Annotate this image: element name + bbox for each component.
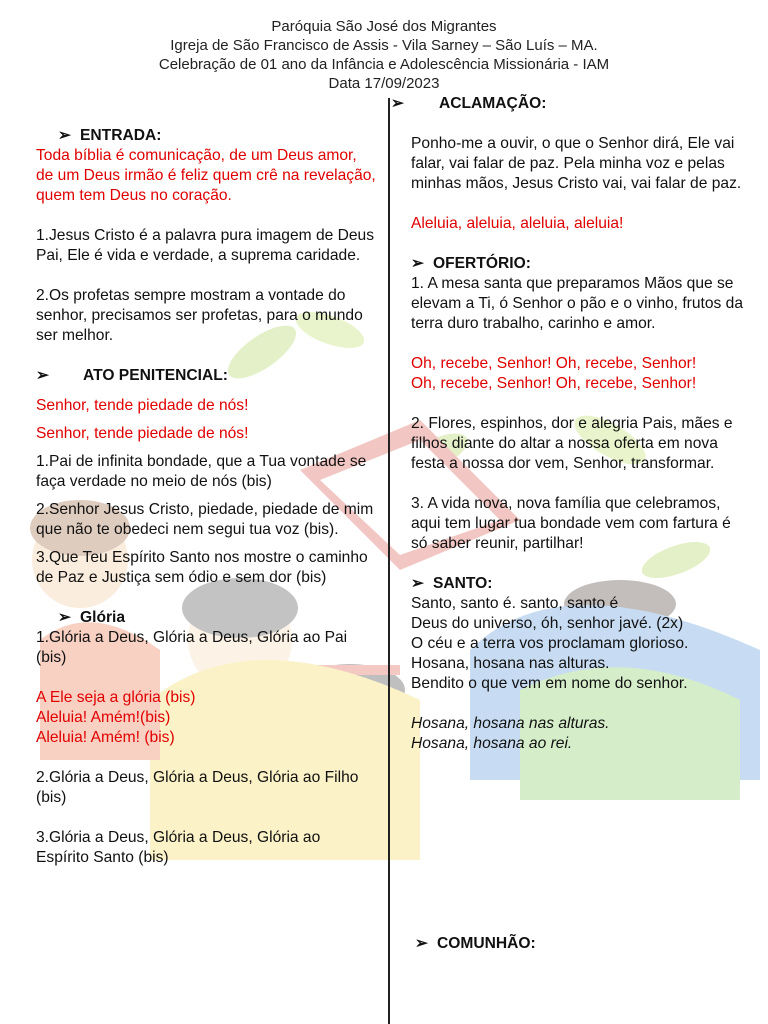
aclamacao-text: Ponho-me a ouvir, o que o Senhor dirá, Ele vai falar, vai falar de paz. Pela minha voz e pelas minhas mãos, Jesus Cristo vai, vai falar de paz.	[411, 135, 742, 192]
ato-title: ATO PENITENCIAL:	[83, 367, 228, 384]
santo-line-1: Santo, santo é. santo, santo é	[411, 595, 619, 612]
santo-italic-1: Hosana, hosana nas alturas.	[411, 715, 610, 732]
section-heading-ofertorio	[411, 254, 746, 274]
entrada-verse-1: 1.Jesus Cristo é a palavra pura imagem de Deus Pai, Ele é vida e verdade, a suprema caridade.	[36, 227, 375, 264]
comunhao-title: COMUNHÃO:	[437, 935, 536, 952]
section-heading-gloria	[36, 608, 376, 628]
left-column	[36, 126, 376, 868]
section-heading-santo	[411, 574, 746, 594]
gloria-refrain-1: A Ele seja a glória (bis)	[36, 689, 196, 706]
arrow-bullet-icon: ➢	[58, 609, 72, 626]
entrada-title: ENTRADA:	[80, 127, 162, 144]
ofertorio-verse-3: 3. A vida nova, nova família que celebramos, aqui tem lugar tua bondade vem com fartura é só saber reunir, partilhar!	[411, 495, 731, 552]
header-parish: Paróquia São José dos Migrantes	[271, 18, 497, 35]
santo-line-2: Deus do universo, óh, senhor javé. (2x)	[411, 615, 684, 632]
entrada-refrain: Toda bíblia é comunicação, de um Deus amor, de um Deus irmão é feliz quem crê na revelação, quem tem Deus no coração.	[36, 147, 376, 204]
arrow-bullet-icon: ➢	[36, 367, 50, 384]
gloria-title: Glória	[80, 609, 126, 626]
document-header	[0, 17, 768, 93]
aclamacao-title: ACLAMAÇÃO:	[439, 95, 547, 112]
right-column	[391, 95, 746, 952]
ofertorio-refrain-2: Oh, recebe, Senhor! Oh, recebe, Senhor!	[411, 375, 697, 392]
aclamacao-refrain: Aleluia, aleluia, aleluia, aleluia!	[411, 215, 624, 232]
ato-verse-2: 2.Senhor Jesus Cristo, piedade, piedade de mim que não te obedeci nem segui tua voz (bis).	[36, 501, 374, 538]
arrow-bullet-icon: ➢	[411, 575, 425, 592]
gloria-refrain-3: Aleluia! Amém! (bis)	[36, 729, 175, 746]
entrada-verse-2: 2.Os profetas sempre mostram a vontade do senhor, precisamos ser profetas, para o mundo ser melhor.	[36, 287, 363, 344]
santo-title: SANTO:	[433, 575, 493, 592]
gloria-refrain-2: Aleluia! Amém!(bis)	[36, 709, 171, 726]
column-divider	[388, 98, 390, 1024]
arrow-bullet-icon: ➢	[415, 935, 429, 952]
ato-verse-1: 1.Pai de infinita bondade, que a Tua vontade se faça verdade no meio de nós (bis)	[36, 453, 367, 490]
ato-refrain-2: Senhor, tende piedade de nós!	[36, 425, 249, 442]
section-heading-ato-penitencial	[36, 366, 376, 386]
gloria-verse-2: 2.Glória a Deus, Glória a Deus, Glória ao Filho (bis)	[36, 769, 359, 806]
section-heading-comunhao	[415, 934, 536, 954]
gloria-verse-3: 3.Glória a Deus, Glória a Deus, Glória ao Espírito Santo (bis)	[36, 829, 321, 866]
arrow-bullet-icon: ➢	[391, 95, 405, 112]
gloria-verse-1: 1.Glória a Deus, Glória a Deus, Glória ao Pai (bis)	[36, 629, 348, 666]
santo-line-4: Hosana, hosana nas alturas.	[411, 655, 610, 672]
santo-line-5: Bendito o que vem em nome do senhor.	[411, 675, 688, 692]
header-date: Data 17/09/2023	[328, 75, 440, 92]
header-celebration: Celebração de 01 ano da Infância e Adolescência Missionária - IAM	[158, 56, 610, 73]
ofertorio-verse-1: 1. A mesa santa que preparamos Mãos que se elevam a Ti, ó Senhor o pão e o vinho, frutos da terra duro trabalho, carinho e amor.	[411, 275, 744, 332]
ato-refrain-1: Senhor, tende piedade de nós!	[36, 397, 249, 414]
arrow-bullet-icon: ➢	[411, 255, 425, 272]
santo-italic-2: Hosana, hosana ao rei.	[411, 735, 573, 752]
arrow-bullet-icon: ➢	[58, 127, 72, 144]
section-heading-aclamacao	[391, 94, 546, 114]
ato-verse-3: 3.Que Teu Espírito Santo nos mostre o caminho de Paz e Justiça sem ódio e sem dor (bis)	[36, 549, 368, 586]
santo-line-3: O céu e a terra vos proclamam glorioso.	[411, 635, 689, 652]
section-heading-entrada	[36, 126, 376, 146]
ofertorio-refrain-1: Oh, recebe, Senhor! Oh, recebe, Senhor!	[411, 355, 697, 372]
header-church: Igreja de São Francisco de Assis - Vila Sarney – São Luís – MA.	[170, 37, 598, 54]
ofertorio-title: OFERTÓRIO:	[433, 255, 531, 272]
ofertorio-verse-2: 2. Flores, espinhos, dor e alegria Pais, mães e filhos diante do altar a nossa oferta em nova festa a nossa dor vem, Senhor, transformar.	[411, 415, 733, 472]
